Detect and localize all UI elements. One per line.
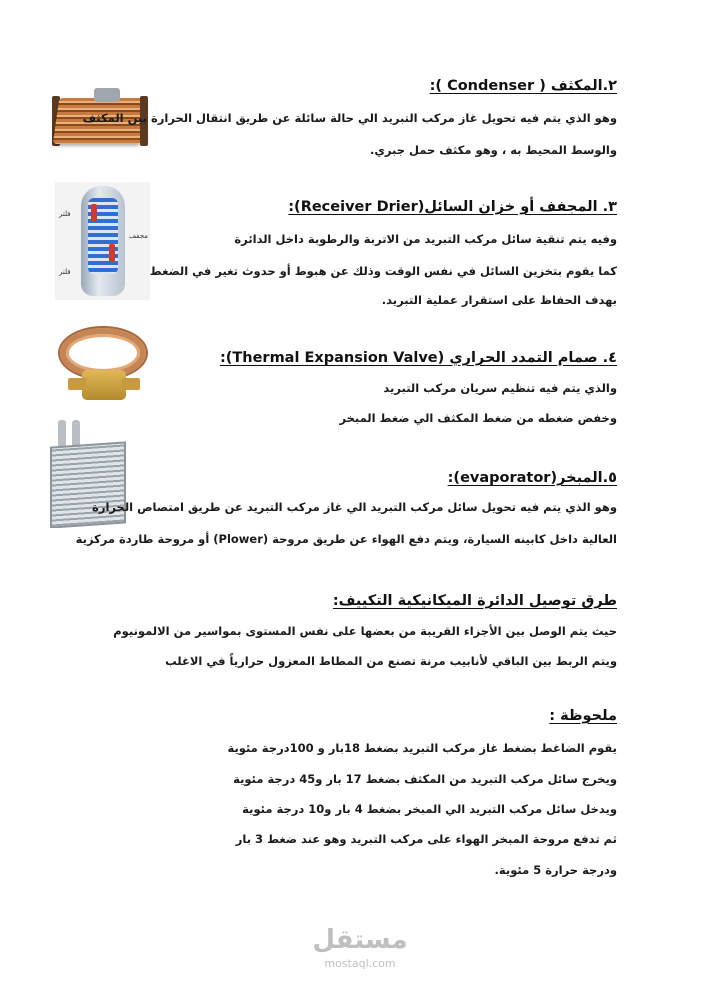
evaporator-pipe [58, 420, 66, 448]
drier-flow-arrow [109, 244, 115, 262]
condenser-heading: ٢.المكثف ( Condenser ): [429, 78, 617, 94]
connection-methods-heading: طرق توصيل الدائرة الميكانيكية التكييف: [332, 593, 617, 609]
watermark-latin: mostaql.com [324, 957, 396, 970]
connection-methods-line-2: ويتم الربط بين الباقي لأنابيب مرنة تصنع من المطاط المعزول حرارياً في الاغلب [165, 654, 617, 668]
note-heading: ملحوظة : [549, 708, 617, 724]
mostaql-watermark [300, 925, 420, 970]
expansion-valve-line-1: والذي يتم فيه تنظيم سريان مركب التبريد [383, 381, 617, 395]
valve-port-left [68, 378, 86, 390]
drier-label-bottom: فلتر [59, 268, 71, 276]
expansion-valve-image [52, 326, 152, 408]
expansion-valve-heading: ٤. صمام التمدد الحراري (Thermal Expansion Valve): [219, 350, 617, 366]
evaporator-core [50, 441, 126, 528]
receiver-drier-line-1: وفيه يتم تنقية سائل مركب التبريد من الاتربة والرطوبة داخل الدائرة [234, 232, 617, 246]
evaporator-line-2: العالية داخل كابينه السيارة، ويتم دفع الهواء عن طريق مروحة (Plower) أو مروحة طاردة مركزية [75, 532, 617, 546]
connection-methods-line-1: حيث يتم الوصل بين الأجزاء القريبة من بعضها على نفس المستوى بمواسير من الالمونيوم [113, 624, 617, 638]
receiver-drier-heading: ٣. المجفف أو خزان السائل(Receiver Drier): [288, 199, 617, 215]
note-line-2: ويخرج سائل مركب التبريد من المكثف بضغط 17 بار و45 درجة مئوية [233, 772, 617, 786]
expansion-valve-line-2: وخفض ضغطه من ضغط المكثف الي ضغط المبخر [339, 411, 617, 425]
condenser-fitting [94, 88, 120, 102]
condenser-line-2: والوسط المحيط به ، وهو مكثف حمل جبري. [369, 143, 617, 157]
receiver-drier-image [55, 182, 150, 300]
note-line-1: يقوم الضاغط بضغط غاز مركب التبريد بضغط 18بار و 100درجة مئوية [227, 741, 617, 755]
evaporator-heading: ٥.المبخر(evaporator): [447, 470, 617, 486]
valve-port-right [122, 378, 140, 390]
receiver-drier-line-3: بهدف الحفاظ على استقرار عملية التبريد. [381, 293, 617, 307]
receiver-drier-line-2: كما يقوم بتخزين السائل في نفس الوقت وذلك عن هبوط أو حدوث تغير في الضغط [149, 264, 617, 278]
condenser-line-1: وهو الذي يتم فيه تحويل غاز مركب التبريد الي حالة سائلة عن طريق انتقال الحرارة بين المكثف [82, 111, 617, 125]
watermark-arabic: مستقل [312, 925, 408, 955]
valve-body [82, 370, 126, 400]
drier-label-top: فلتر [59, 210, 71, 218]
note-line-4: ثم تدفع مروحة المبخر الهواء على مركب التبريد وهو عند ضغط 3 بار [235, 832, 617, 846]
evaporator-line-1: وهو الذي يتم فيه تحويل سائل مركب التبريد الي غاز مركب التبريد عن طريق امتصاص الحرارة [92, 500, 617, 514]
note-line-5: ودرجة حرارة 5 مئوية. [494, 863, 617, 877]
drier-label-mid: مجفف [128, 232, 148, 240]
note-line-3: ويدخل سائل مركب التبريد الي المبخر بضغط 4 بار و10 درجة مئوية [242, 802, 617, 816]
drier-flow-arrow [91, 204, 97, 222]
